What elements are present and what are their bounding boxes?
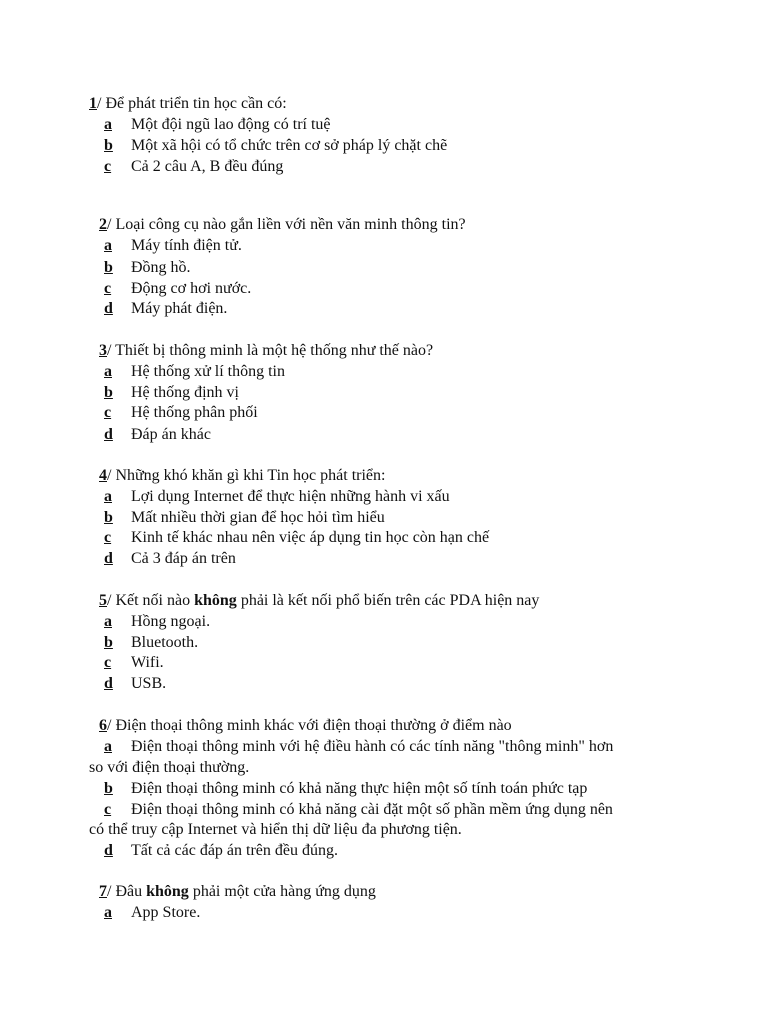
option-a-continuation: so với điện thoại thường. xyxy=(89,759,250,776)
option-letter: b xyxy=(104,509,113,526)
option-text: Một đội ngũ lao động có trí tuệ xyxy=(131,116,331,133)
option-text: Hệ thống định vị xyxy=(131,384,239,401)
option-letter: c xyxy=(104,280,112,297)
option-text: Hệ thống xử lí thông tin xyxy=(131,363,285,380)
option-letter: c xyxy=(104,158,112,175)
option-text: Wifi. xyxy=(131,654,164,671)
question-5-stem: 5/ Kết nối nào không phải là kết nối phổ biến trên các PDA hiện nay xyxy=(99,592,540,609)
option-letter: d xyxy=(104,300,113,317)
question-3-stem: 3/ Thiết bị thông minh là một hệ thống như thế nào? xyxy=(99,342,434,359)
option-text: Điện thoại thông minh có khả năng thực hiện một số tính toán phức tạp xyxy=(131,780,588,797)
question-number: 4 xyxy=(99,467,107,484)
question-number: 3 xyxy=(99,342,107,359)
question-text: Để phát triển tin học cần có: xyxy=(105,95,287,112)
option-letter: d xyxy=(104,426,113,443)
option-letter: c xyxy=(104,654,112,671)
option-text: Điện thoại thông minh có khả năng cài đặt một số phần mềm ứng dụng nên xyxy=(131,801,613,818)
option-text: Cả 2 câu A, B đều đúng xyxy=(131,158,284,175)
option-text: Bluetooth. xyxy=(131,634,199,651)
option-text: Hệ thống phân phối xyxy=(131,404,258,421)
option-letter: a xyxy=(104,613,112,630)
question-keyword: không xyxy=(146,883,189,900)
option-letter: a xyxy=(104,904,112,921)
option-letter: c xyxy=(104,801,112,818)
option-letter: d xyxy=(104,550,113,567)
option-text: Động cơ hơi nước. xyxy=(131,280,252,297)
question-text: Những khó khăn gì khi Tin học phát triển: xyxy=(115,467,386,484)
question-7-stem: 7/ Đâu không phải một cửa hàng ứng dụng xyxy=(99,883,376,900)
option-letter: a xyxy=(104,116,112,133)
option-letter: c xyxy=(104,404,112,421)
question-number: 2 xyxy=(99,216,107,233)
option-letter: a xyxy=(104,488,112,505)
question-1-stem: 1/ Để phát triển tin học cần có: xyxy=(89,95,287,112)
option-letter: b xyxy=(104,384,113,401)
option-text: App Store. xyxy=(131,904,201,921)
question-text: Điện thoại thông minh khác với điện thoại thường ở điểm nào xyxy=(115,717,512,734)
question-number: 6 xyxy=(99,717,107,734)
option-text: Đồng hồ. xyxy=(131,259,191,276)
option-letter: a xyxy=(104,237,112,254)
option-text: Điện thoại thông minh với hệ điều hành có các tính năng "thông minh" hơn xyxy=(131,738,614,755)
option-letter: b xyxy=(104,259,113,276)
option-letter: d xyxy=(104,675,113,692)
option-text: Hồng ngoại. xyxy=(131,613,211,630)
question-4-stem: 4/ Những khó khăn gì khi Tin học phát triển: xyxy=(99,467,386,484)
question-number: 1 xyxy=(89,95,97,112)
option-text: Kinh tế khác nhau nên việc áp dụng tin học còn hạn chế xyxy=(131,529,490,546)
option-text: Máy tính điện tử. xyxy=(131,237,242,254)
option-letter: d xyxy=(104,842,113,859)
question-text-post: phải một cửa hàng ứng dụng xyxy=(188,883,376,900)
option-text: Mất nhiều thời gian để học hỏi tìm hiểu xyxy=(131,509,385,526)
question-number: 5 xyxy=(99,592,107,609)
option-c-continuation: có thể truy cập Internet và hiển thị dữ liệu đa phương tiện. xyxy=(89,821,462,838)
question-text-pre: Kết nối nào xyxy=(115,592,195,609)
question-6-stem: 6/ Điện thoại thông minh khác với điện thoại thường ở điểm nào xyxy=(99,717,512,734)
option-text: Tất cả các đáp án trên đều đúng. xyxy=(131,842,339,859)
question-text: Thiết bị thông minh là một hệ thống như thế nào? xyxy=(115,342,434,359)
question-text-post: phải là kết nối phổ biến trên các PDA hiện nay xyxy=(236,592,540,609)
option-letter: b xyxy=(104,137,113,154)
question-text: Loại công cụ nào gắn liền với nền văn minh thông tin? xyxy=(115,216,466,233)
option-text: Máy phát điện. xyxy=(131,300,228,317)
option-text: Cả 3 đáp án trên xyxy=(131,550,236,567)
option-text: Lợi dụng Internet để thực hiện những hành vi xấu xyxy=(131,488,450,505)
question-2-stem: 2/ Loại công cụ nào gắn liền với nền văn minh thông tin? xyxy=(99,216,466,233)
option-text: USB. xyxy=(131,675,167,692)
option-letter: a xyxy=(104,738,112,755)
question-number: 7 xyxy=(99,883,107,900)
option-text: Đáp án khác xyxy=(131,426,211,443)
option-text: Một xã hội có tổ chức trên cơ sở pháp lý chặt chẽ xyxy=(131,137,448,154)
option-letter: c xyxy=(104,529,112,546)
option-letter: b xyxy=(104,634,113,651)
question-keyword: không xyxy=(194,592,237,609)
question-text-pre: Đâu xyxy=(115,883,147,900)
option-letter: b xyxy=(104,780,113,797)
option-letter: a xyxy=(104,363,112,380)
